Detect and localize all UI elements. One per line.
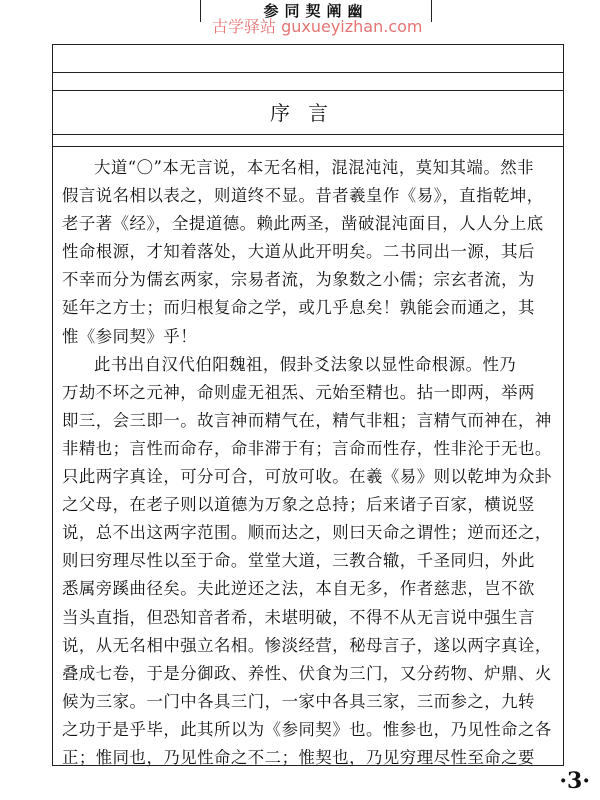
text-line: 万劫不坏之元神，命则虚无祖炁、元始至精也。拈一即两，举两 [62, 382, 535, 402]
text-line: 性命根源，才知着落处，大道从此开明矣。二书同出一源，其后 [62, 242, 535, 262]
text-line: 只此两字真诠，可分可合，可放可收。在羲《易》则以乾坤为众卦 [62, 467, 552, 487]
text-line: 说，从无名相中强立名相。惨淡经营，秘母言子，遂以两字真诠， [62, 635, 552, 655]
text-line: 候为三家。一门中各具三门，一家中各具三家，三而参之，九转 [62, 691, 535, 711]
text-line: 老子著《经》，全提道德。赖此两圣，凿破混沌面目，人人分上底 [62, 214, 544, 234]
page-number: ·3· [559, 768, 590, 794]
text-line: 叠成七卷，于是分御政、养性、伏食为三门，又分药物、炉鼎、火 [62, 663, 552, 683]
text-line: 惟《参同契》乎！ [62, 326, 198, 346]
text-line: 说，总不出这两字范围。顺而达之，则曰天命之谓性；逆而还之， [62, 523, 552, 543]
text-line: 之功于是乎毕，此其所以为《参同契》也。惟参也，乃见性命之各 [62, 719, 552, 739]
text-line: 不幸而分为儒玄两家，宗易者流，为象数之小儒；宗玄者流，为 [62, 270, 535, 290]
text-line: 延年之方士；而归根复命之学，或几乎息矣！孰能会而通之，其 [62, 298, 535, 318]
text-line: 此书出自汉代伯阳魏祖，假卦爻法象以显性命根源。性乃 [94, 354, 517, 374]
text-line: 则曰穷理尽性以至于命。堂堂大道，三教合辙，千圣同归，外此 [62, 551, 535, 571]
divider-top [52, 72, 564, 73]
text-line: 即三，会三即一。故言神而精气在，精气非粗；言精气而神在，神 [62, 410, 552, 430]
text-line: 当头直指，但恐知音者希，未堪明破，不得不从无言说中强生言 [62, 607, 535, 627]
text-line: 悉属旁蹊曲径矣。夫此逆还之法，本自无多，作者慈悲，岂不欲 [62, 579, 535, 599]
site-watermark: 古学驿站 guxueyizhan.com [212, 17, 423, 36]
body-text [62, 154, 554, 772]
divider-lower [52, 134, 564, 135]
section-title: 序言 [270, 101, 346, 125]
running-header-title: 参同契阐幽 [263, 2, 369, 20]
text-line: 非精也；言性而命存，命非滞于有；言命而性存，性非沦于无也。 [62, 438, 552, 458]
text-line: 大道“〇”本无言说，本无名相，混混沌沌，莫知其端。然非 [94, 158, 535, 177]
divider-bottom [52, 146, 564, 147]
divider-upper [52, 90, 564, 91]
text-line: 之父母，在老子则以道德为万象之总持；后来诸子百家，横说竖 [62, 495, 535, 515]
text-line: 正；惟同也，乃见性命之不二；惟契也，乃见穷理尽性至命之要 [62, 747, 535, 767]
text-line: 假言说名相以表之，则道终不显。昔者羲皇作《易》，直指乾坤， [62, 186, 544, 206]
